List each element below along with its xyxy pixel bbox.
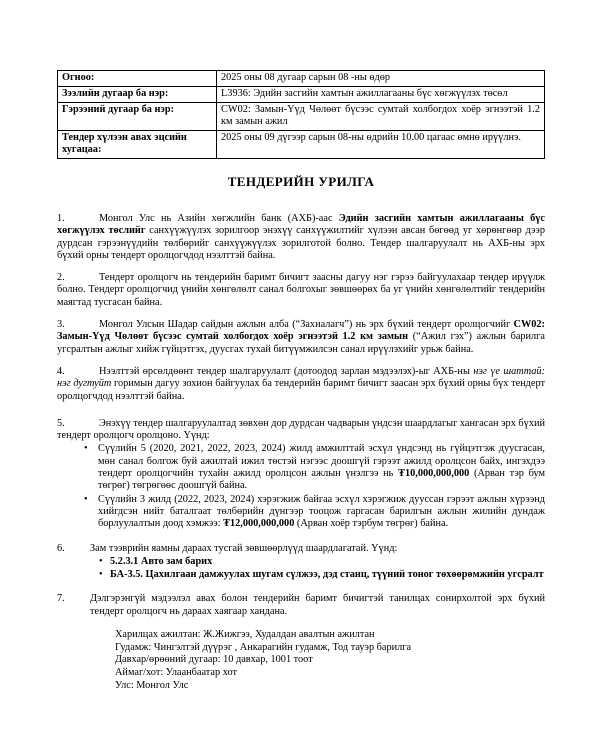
paragraph-number: 5. — [57, 417, 65, 429]
paragraph-3 — [57, 319, 545, 356]
paragraph-number: 7. — [57, 593, 65, 605]
contact-line-country: Улс: Монгол Улс — [115, 679, 189, 691]
bullet-text: Сүүлийн 3 жилд (2022, 2023, 2024) хэрэгжиж байгаа эсхүл хэрэгжиж дууссан гэрээт ажлын хүрээнд хийгдсэн нийт баталгаат төлбөрийн дүнгээр тооцож гаргасан барилгын ажлын жилийн дундаж борлуулалтын доод хэмжээ: — [98, 493, 545, 530]
meta-table — [57, 70, 545, 159]
row-label: Тендер хүлээн авах эцсийн хугацаа: — [58, 131, 217, 159]
paragraph-italic-text: нэг үе шаттай: нэг дугтуйт — [57, 365, 545, 390]
license-bullet-list — [90, 556, 545, 582]
contact-line-floor: Давхар/өрөөний дугаар: 10 давхар, 1001 тоот — [115, 654, 313, 666]
row-label: Огноо: — [58, 71, 217, 87]
paragraph-number: 1. — [57, 213, 65, 224]
bullet-text: Сүүлийн 5 (2020, 2021, 2022, 2023, 2024) жилд амжилттай эсхүл үндсэнд нь гүйцэтгэж дуусгасан, мөн санал болгож буй ажилтай ижил төстэй нэгээс доошгүй гэрээт ажилд оролцсон байх, ингэхдээ тендерт оролцогчийн тухайн ажилд оролцсон ажлын үнэлгээ нь — [98, 443, 545, 480]
paragraph-text: Монгол Улс нь Азийн хөгжлийн банк (АХБ)-аас — [99, 213, 339, 224]
list-item: • БА-3.5. Цахилгаан дамжуулах шугам сүлжээ, дэд станц, түүний тоног төхөөрөмжийн угсралт — [110, 569, 545, 581]
list-item — [98, 443, 545, 492]
table-row — [58, 87, 545, 103]
list-item: • 5.2.3.1 Авто зам барих — [110, 556, 545, 568]
paragraph-4 — [57, 366, 545, 403]
qualification-bullet-list — [57, 443, 545, 530]
paragraph-text: Монгол Улсын Шадар сайдын ажлын алба (“Захиалагч”) нь эрх бүхий тендерт оролцогчийг — [99, 319, 514, 331]
contact-line-officer: Харилцах ажилтан: Ж.Жижгээ, Худалдан авалтын ажилтан — [115, 629, 375, 641]
paragraph-number: 4. — [57, 365, 65, 377]
paragraph-5 — [57, 418, 545, 443]
paragraph-text: Зам тээврийн яамны дараах тусгай зөвшөөрлүүд шаардлагатай. Үүнд: — [90, 542, 398, 554]
paragraph-bold-text: Эдийн засгийн хамтын ажиллагааны бүс хөгжүүлэх төслийг — [57, 213, 545, 237]
table-row — [58, 103, 545, 131]
bullet-text: (Арван хоёр тэрбум төгрөг) байна. — [294, 518, 449, 530]
paragraph-1 — [57, 213, 545, 262]
paragraph-text: санхүүжүүлэх зорилгоор энэхүү санхүүжилтийг хүлээн авсан бөгөөд уг хөрөнгөөр дээр дурдсан гэрээнүүдийн төлбөрийг санхүүжүүлэх зорилготой болно. Тендер шалгаруулалт нь АХБ-ны эрх бүхий орны тендерт оролцогчдод нээлттэй байна. — [57, 225, 545, 261]
bullet-text: (Арван тэр бум төгрөг) төгрөгөөс доошгүй байна. — [98, 468, 545, 492]
paragraph-text: (“Ажил гэх”) ажлын барилга угсралтын ажлыг хийж гүйцэтгэх, дуусгах тухай битүүмжилсэн санал ирүүлэхийг урьж байна. — [57, 331, 545, 355]
row-value: L3936: Эдийн засгийн хамтын ажиллагааны бүс хөгжүүлэх төсөл — [217, 87, 545, 103]
paragraph-bold-text: CW02: Замын-Үүд Чөлөөт бүсээс сумтай холбогдох хоёр эгнээтэй 1.2 км замын — [57, 319, 545, 343]
bullet-bold-amount: ₮10,000,000,000 — [398, 468, 470, 480]
table-row — [58, 131, 545, 159]
contact-line-city: Аймаг/хот: Улаанбаатар хот — [115, 667, 237, 679]
contact-line-street: Гудамж: Чингэлтэй дүүрэг , Анкарагийн гудамж, Тод тауэр барилга — [115, 641, 412, 653]
paragraph-number: 6. — [57, 542, 65, 554]
paragraph-text: Нээлттэй өрсөлдөөнт тендер шалгаруулалт (дотоодод зарлан мэдээлэх)-ыг АХБ-ны — [99, 365, 474, 377]
paragraph-2 — [57, 272, 545, 309]
contact-block — [115, 629, 545, 693]
row-value: 2025 оны 08 дугаар сарын 08 -ны өдөр — [217, 71, 545, 87]
row-value: CW02: Замын-Үүд Чөлөөт бүсээс сумтай холбогдох хоёр эгнээтэй 1.2 км замын ажил — [217, 103, 545, 131]
row-label: Зээлийн дугаар ба нэр: — [58, 87, 217, 103]
list-item — [98, 494, 545, 531]
paragraph-text: Тендерт оролцогч нь тендерийн баримт бичигт заасны дагуу нэг гэрээ байгуулахаар тендер ирүүлж болно. Тендерт оролцогчид үнийн хөнгөлөлт санал болгохыг зөвшөөрөх ба уг үнийн хөнгөлөлтийг тендерийн маягтад тусгасан байна. — [57, 272, 545, 308]
bullet-bold-amount: ₮12,000,000,000 — [223, 518, 295, 530]
paragraph-6 — [57, 543, 545, 582]
table-row — [58, 71, 545, 87]
paragraph-7 — [57, 593, 545, 618]
paragraph-text: горимын дагуу зохион байгуулах ба тендерийн баримт бичигт заасан эрх бүхий орны бүх тендерт оролцогчдод нээлттэй байна. — [57, 378, 545, 402]
page-title: ТЕНДЕРИЙН УРИЛГА — [227, 174, 375, 189]
row-label: Гэрээний дугаар ба нэр: — [58, 103, 217, 131]
paragraph-text: Дэлгэрэнгүй мэдээлэл авах болон тендерийн баримт бичигтэй танилцах сонирхолтой эрх бүхий тендерт оролцогч нь дараах хаягаар хандана. — [90, 593, 545, 617]
paragraph-number: 2. — [57, 272, 65, 284]
row-value: 2025 оны 09 дүгээр сарын 08-ны өдрийн 10.00 цагаас өмнө ирүүлнэ. — [217, 131, 545, 159]
paragraph-number: 3. — [57, 319, 65, 331]
paragraph-text: Энэхүү тендер шалгаруулалтад зөвхөн дор дурдсан чадварын үндсэн шаардлагыг хангасан эрх бүхий тендерт оролцогч оролцоно. Үүнд: — [57, 417, 545, 442]
